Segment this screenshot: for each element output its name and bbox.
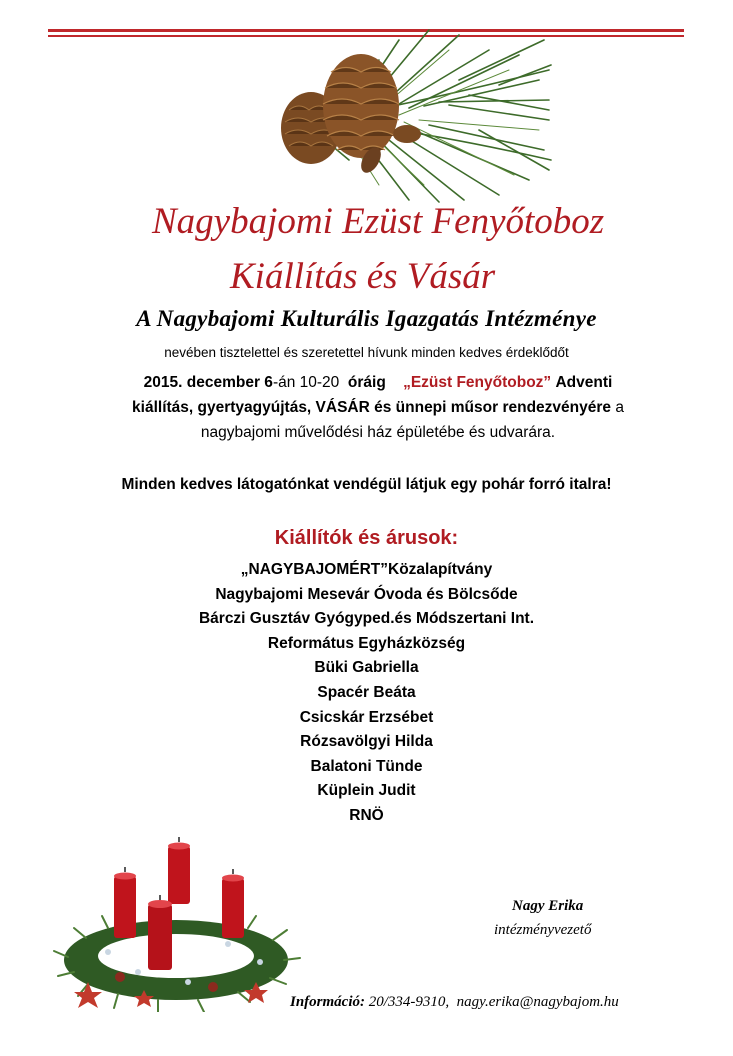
event-paragraph bbox=[78, 370, 678, 445]
title-line-1: Nagybajomi Ezüst Fenyőtoboz bbox=[152, 201, 605, 242]
list-item: Csicskár Erzsébet bbox=[299, 708, 434, 726]
contact-info bbox=[290, 994, 619, 1011]
invite-text: nevében tisztelettel és szeretettel hívunk minden kedves érdeklődőt bbox=[164, 345, 569, 360]
title-line-2: Kiállítás és Vásár bbox=[230, 256, 496, 297]
event-date-suffix: -án 10-20 bbox=[272, 374, 340, 391]
event-name: „Ezüst Fenyőtoboz” bbox=[403, 374, 552, 391]
info-label: Információ: bbox=[290, 994, 365, 1010]
welcome-text: Minden kedves látogatónkat vendégül látjuk egy pohár forró italra! bbox=[121, 476, 612, 493]
list-item: Református Egyházközség bbox=[267, 634, 466, 652]
event-program: kiállítás, gyertyagyújtás, VÁSÁR és ünnepi műsor rendezvényére bbox=[132, 399, 612, 416]
list-item: Büki Gabriella bbox=[314, 659, 419, 677]
pine-cones-image bbox=[259, 10, 555, 206]
list-item: Spacér Beáta bbox=[317, 683, 416, 701]
advent-wreath-image bbox=[48, 832, 304, 1012]
event-conj: a bbox=[615, 399, 624, 416]
exhibitors-heading: Kiállítók és árusok: bbox=[274, 527, 459, 549]
event-location: nagybajomi művelődési ház épületébe és udvarára. bbox=[200, 424, 556, 441]
exhibitors-list bbox=[0, 558, 733, 829]
event-adventi: Adventi bbox=[555, 374, 613, 391]
event-time-word: óráig bbox=[347, 374, 386, 391]
event-date: 2015. december 6 bbox=[143, 374, 273, 391]
signature-role: intézményvezető bbox=[494, 922, 592, 938]
info-phone: 20/334-9310, bbox=[368, 994, 450, 1010]
list-item: Balatoni Tünde bbox=[310, 757, 423, 775]
info-email: nagy.erika@nagybajom.hu bbox=[456, 994, 619, 1010]
list-item: Bárczi Gusztáv Gyógyped.és Módszertani Int. bbox=[198, 610, 535, 628]
list-item: „NAGYBAJOMÉRT”Közalapítvány bbox=[240, 561, 493, 578]
list-item: Nagybajomi Mesevár Óvoda és Bölcsőde bbox=[215, 585, 518, 603]
list-item: Küplein Judit bbox=[317, 782, 416, 800]
signature-name: Nagy Erika bbox=[512, 898, 584, 914]
list-item: RNÖ bbox=[349, 806, 384, 824]
organizer: A Nagybajomi Kulturális Igazgatás Intézménye bbox=[136, 306, 597, 331]
list-item: Rózsavölgyi Hilda bbox=[300, 733, 433, 751]
